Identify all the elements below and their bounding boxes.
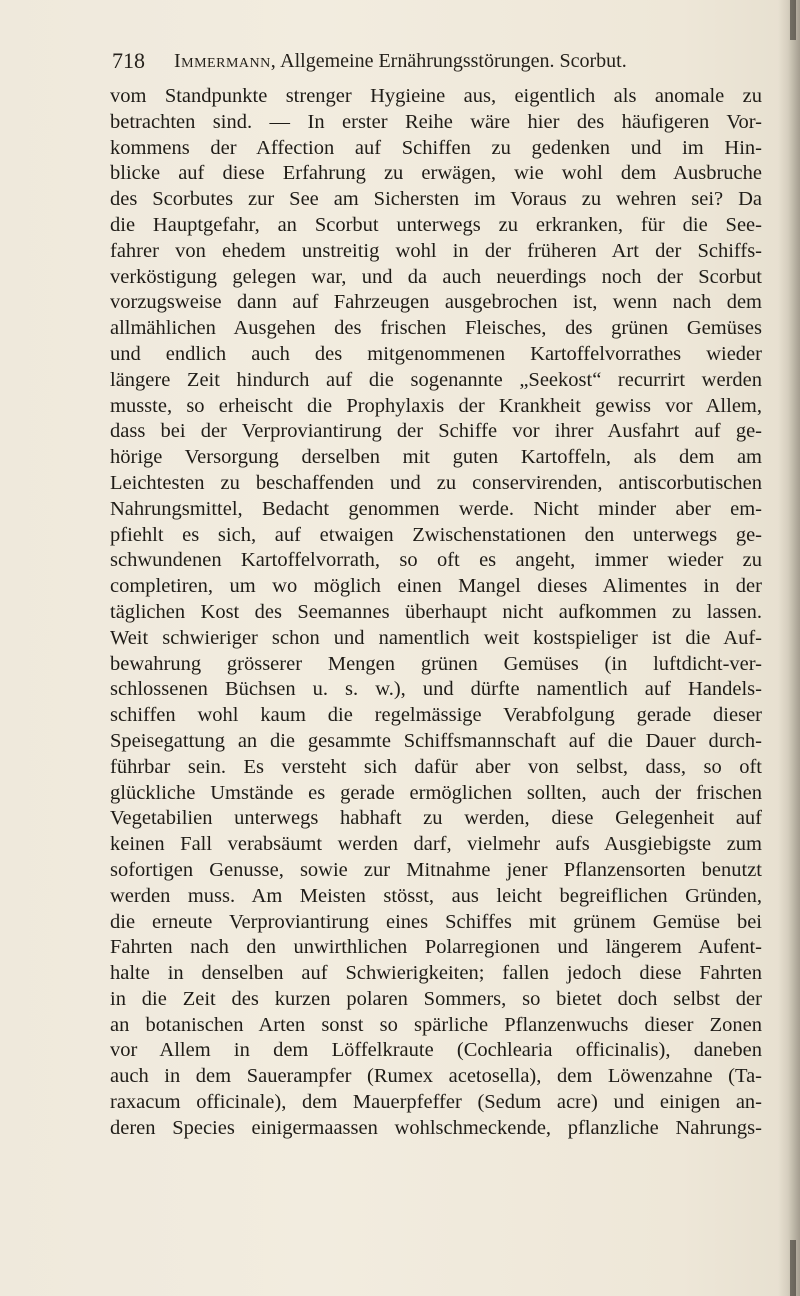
text-line: an botanischen Arten sonst so spärliche Pflanzenwuchs dieser Zonen bbox=[110, 1013, 762, 1036]
text-line: musste, so erheischt die Prophylaxis der Krankheit gewiss vor Allem, bbox=[110, 394, 762, 417]
text-line: täglichen Kost des Seemannes überhaupt nicht aufkommen zu lassen. bbox=[110, 600, 762, 623]
header-chapter-title: Allgemeine Ernährungsstörungen. Scorbut. bbox=[280, 50, 627, 72]
header-title bbox=[174, 46, 627, 76]
text-line: vor Allem in dem Löffelkraute (Cochlearia officinalis), daneben bbox=[110, 1039, 762, 1062]
text-line: raxacum officinale), dem Mauerpfeffer (Sedum acre) und einigen an- bbox=[110, 1091, 762, 1114]
page-edge-mark bbox=[790, 0, 796, 40]
text-line: keinen Fall verabsäumt werden darf, vielmehr aufs Ausgiebigste zum bbox=[110, 833, 762, 856]
page-edge-shadow bbox=[778, 0, 800, 1296]
text-line: Nahrungsmittel, Bedacht genommen werde. Nicht minder aber em- bbox=[110, 497, 762, 520]
text-line: verköstigung gelegen war, und da auch neuerdings noch der Scorbut bbox=[110, 265, 762, 288]
text-line: schiffen wohl kaum die regelmässige Verabfolgung gerade dieser bbox=[110, 704, 762, 727]
text-line: deren Species einigermaassen wohlschmeckende, pflanzliche Nahrungs- bbox=[110, 1116, 762, 1139]
body-text bbox=[110, 84, 762, 1142]
text-line: bewahrung grösserer Mengen grünen Gemüses (in luftdicht-ver- bbox=[110, 652, 762, 675]
text-line: sofortigen Genusse, sowie zur Mitnahme jener Pflanzensorten benutzt bbox=[110, 858, 762, 881]
text-line: längere Zeit hindurch auf die sogenannte „Seekost“ recurrirt werden bbox=[110, 368, 762, 391]
page-number: 718 bbox=[112, 48, 145, 73]
text-line: vom Standpunkte strenger Hygieine aus, eigentlich als anomale zu bbox=[110, 85, 762, 107]
text-line: in die Zeit des kurzen polaren Sommers, so bietet doch selbst der bbox=[110, 987, 762, 1010]
text-line: führbar sein. Es versteht sich dafür aber von selbst, dass, so oft bbox=[110, 755, 762, 778]
text-line: vorzugsweise dann auf Fahrzeugen ausgebrochen ist, wenn nach dem bbox=[110, 291, 762, 314]
running-head bbox=[112, 46, 672, 76]
text-line: Speisegattung an die gesammte Schiffsmannschaft auf die Dauer durch- bbox=[110, 729, 762, 752]
page-edge-mark bbox=[790, 1240, 796, 1296]
text-line: die erneute Verproviantirung eines Schiffes mit grünem Gemüse bei bbox=[110, 910, 762, 933]
text-line: Leichtesten zu beschaffenden und zu conservirenden, antiscorbutischen bbox=[110, 471, 762, 494]
text-line: schlossenen Büchsen u. s. w.), und dürfte namentlich auf Handels- bbox=[110, 678, 762, 701]
text-line: pfiehlt es sich, auf etwaigen Zwischenstationen den unterwegs ge- bbox=[110, 523, 762, 546]
text-line: werden muss. Am Meisten stösst, aus leicht begreiflichen Gründen, bbox=[110, 884, 762, 907]
text-line: allmählichen Ausgehen des frischen Fleisches, des grünen Gemüses bbox=[110, 317, 762, 340]
header-author: Immermann, bbox=[174, 50, 277, 72]
text-line: glückliche Umstände es gerade ermöglichen sollten, auch der frischen bbox=[110, 781, 762, 804]
text-line: kommens der Affection auf Schiffen zu gedenken und im Hin- bbox=[110, 136, 762, 159]
text-line: auch in dem Sauerampfer (Rumex acetosella), dem Löwenzahne (Ta- bbox=[110, 1065, 762, 1088]
text-line: halte in denselben auf Schwierigkeiten; fallen jedoch diese Fahrten bbox=[110, 962, 762, 985]
text-line: Fahrten nach den unwirthlichen Polarregionen und längerem Aufent- bbox=[110, 936, 762, 959]
text-line: blicke auf diese Erfahrung zu erwägen, wie wohl dem Ausbruche bbox=[110, 162, 762, 185]
text-line: des Scorbutes zur See am Sichersten im Voraus zu wehren sei? Da bbox=[110, 188, 762, 211]
text-line: betrachten sind. — In erster Reihe wäre hier des häufigeren Vor- bbox=[110, 110, 762, 133]
text-line: completiren, um wo möglich einen Mangel dieses Alimentes in der bbox=[110, 575, 762, 598]
text-line: Weit schwieriger schon und namentlich weit kostspieliger ist die Auf- bbox=[110, 626, 762, 649]
text-line: dass bei der Verproviantirung der Schiffe vor ihrer Ausfahrt auf ge- bbox=[110, 420, 762, 443]
text-line: schwundenen Kartoffelvorrath, so oft es angeht, immer wieder zu bbox=[110, 549, 762, 572]
text-line: hörige Versorgung derselben mit guten Kartoffeln, als dem am bbox=[110, 446, 762, 469]
text-line: Vegetabilien unterwegs habhaft zu werden, diese Gelegenheit auf bbox=[110, 807, 762, 830]
text-line: die Hauptgefahr, an Scorbut unterwegs zu erkranken, für die See- bbox=[110, 213, 762, 236]
text-line: fahrer von ehedem unstreitig wohl in der früheren Art der Schiffs- bbox=[110, 239, 762, 262]
text-line: und endlich auch des mitgenommenen Kartoffelvorrathes wieder bbox=[110, 342, 762, 365]
